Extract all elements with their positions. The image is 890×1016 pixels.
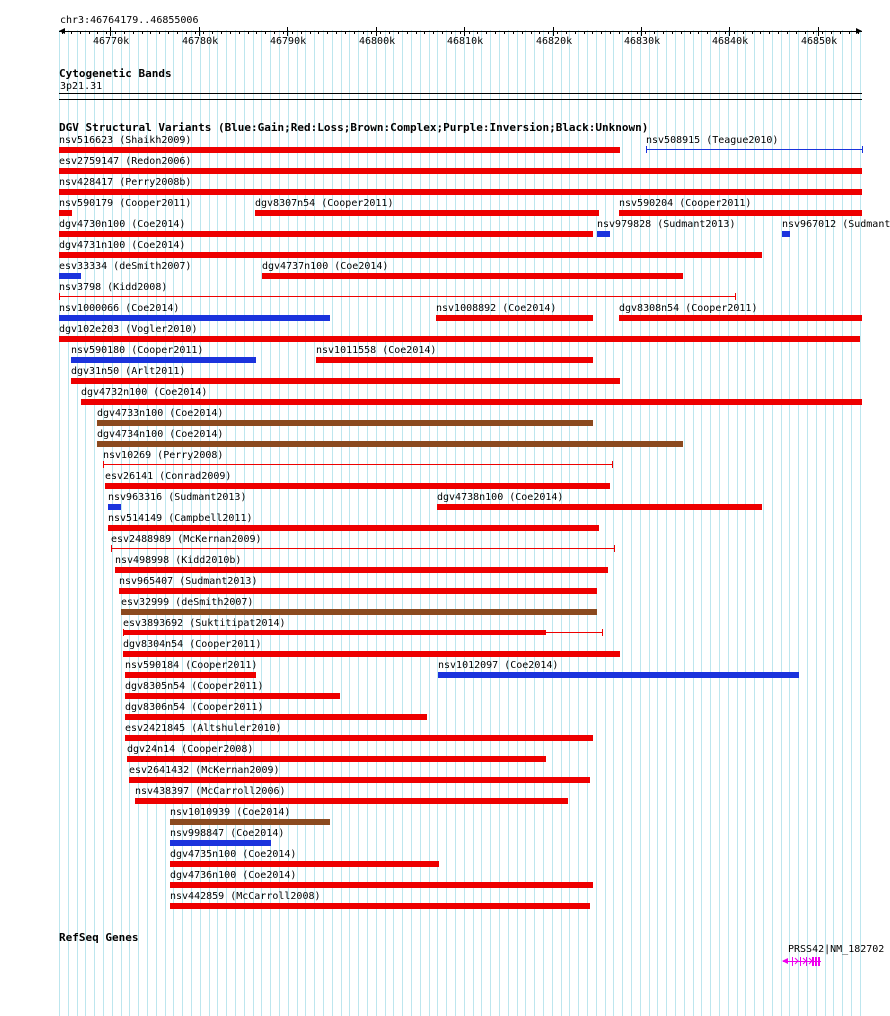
variant-label[interactable]: dgv4736n100 (Coe2014) xyxy=(170,870,297,881)
variant-span-line[interactable] xyxy=(59,296,735,297)
variant-bar[interactable] xyxy=(125,714,427,720)
variant-label[interactable]: nsv998847 (Coe2014) xyxy=(170,828,285,839)
variant-bar[interactable] xyxy=(123,630,546,635)
variant-label[interactable]: nsv979828 (Sudmant2013) xyxy=(597,219,736,230)
variant-span-cap xyxy=(735,293,736,300)
ruler-tick-label: 46800k xyxy=(359,36,396,47)
variant-label[interactable]: esv26141 (Conrad2009) xyxy=(105,471,232,482)
variant-bar[interactable] xyxy=(71,378,620,384)
variant-bar[interactable] xyxy=(59,168,862,174)
chrom-range-label: chr3:46764179..46855006 xyxy=(60,15,199,26)
variant-label[interactable]: nsv438397 (McCarroll2006) xyxy=(135,786,286,797)
variant-bar[interactable] xyxy=(108,504,121,510)
variant-label[interactable]: nsv590179 (Cooper2011) xyxy=(59,198,192,209)
ruler-tick-label: 46770k xyxy=(93,36,130,47)
variant-label[interactable]: dgv8307n54 (Cooper2011) xyxy=(255,198,394,209)
ruler-tick-label: 46820k xyxy=(536,36,573,47)
variant-span-line[interactable] xyxy=(103,464,612,465)
variant-span-cap xyxy=(612,461,613,468)
variant-label[interactable]: nsv1012097 (Coe2014) xyxy=(438,660,559,671)
variant-label[interactable]: nsv1011558 (Coe2014) xyxy=(316,345,437,356)
variant-label[interactable]: dgv102e203 (Vogler2010) xyxy=(59,324,198,335)
variant-span-cap xyxy=(59,293,60,300)
variant-label[interactable]: nsv1010939 (Coe2014) xyxy=(170,807,291,818)
variant-bar[interactable] xyxy=(123,651,620,657)
variant-bar[interactable] xyxy=(97,420,593,426)
ruler-tick-label: 46780k xyxy=(182,36,219,47)
variant-label[interactable]: esv2759147 (Redon2006) xyxy=(59,156,192,167)
variant-bar[interactable] xyxy=(59,336,860,342)
variant-bar[interactable] xyxy=(59,273,81,279)
variant-label[interactable]: dgv8304n54 (Cooper2011) xyxy=(123,639,262,650)
variant-label[interactable]: dgv4731n100 (Coe2014) xyxy=(59,240,186,251)
variant-bar[interactable] xyxy=(170,903,590,909)
variant-bar[interactable] xyxy=(97,441,683,447)
gene-label[interactable]: PRSS42|NM_182702 xyxy=(788,944,885,955)
variant-label[interactable]: nsv590180 (Cooper2011) xyxy=(71,345,204,356)
variant-bar[interactable] xyxy=(170,882,593,888)
variant-bar[interactable] xyxy=(81,399,862,405)
variant-label[interactable]: dgv4730n100 (Coe2014) xyxy=(59,219,186,230)
ruler-tick-label: 46830k xyxy=(624,36,661,47)
variant-span-cap xyxy=(103,461,104,468)
variant-bar[interactable] xyxy=(115,567,608,573)
variant-bar[interactable] xyxy=(59,231,593,237)
variant-bar[interactable] xyxy=(135,798,568,804)
variant-span-cap xyxy=(111,545,112,552)
variant-bar[interactable] xyxy=(108,525,599,531)
variant-bar[interactable] xyxy=(316,357,593,363)
variant-label[interactable]: nsv590204 (Cooper2011) xyxy=(619,198,752,209)
variant-bar[interactable] xyxy=(129,777,590,783)
variant-label[interactable]: nsv590184 (Cooper2011) xyxy=(125,660,258,671)
variant-label[interactable]: nsv965407 (Sudmant2013) xyxy=(119,576,258,587)
variant-span-cap xyxy=(602,629,603,636)
cytoband-label[interactable]: 3p21.31 xyxy=(60,81,103,92)
variant-label[interactable]: dgv4737n100 (Coe2014) xyxy=(262,261,389,272)
variant-bar[interactable] xyxy=(59,210,72,216)
variant-label[interactable]: dgv4733n100 (Coe2014) xyxy=(97,408,224,419)
variant-label[interactable]: esv33334 (deSmith2007) xyxy=(59,261,192,272)
variant-bar[interactable] xyxy=(125,693,340,699)
variant-label[interactable]: nsv508915 (Teague2010) xyxy=(646,135,779,146)
ruler-tick-label: 46850k xyxy=(801,36,838,47)
variant-bar[interactable] xyxy=(619,210,862,216)
variant-bar[interactable] xyxy=(59,147,620,153)
variant-label[interactable]: nsv516623 (Shaikh2009) xyxy=(59,135,192,146)
ruler-tick-label: 46790k xyxy=(270,36,307,47)
variant-label[interactable]: esv2641432 (McKernan2009) xyxy=(129,765,280,776)
variant-bar[interactable] xyxy=(437,504,762,510)
variant-bar[interactable] xyxy=(170,819,330,825)
variant-bar[interactable] xyxy=(170,840,271,846)
variant-label[interactable]: nsv963316 (Sudmant2013) xyxy=(108,492,247,503)
variant-label[interactable]: dgv4738n100 (Coe2014) xyxy=(437,492,564,503)
variant-bar[interactable] xyxy=(255,210,599,216)
variant-bar[interactable] xyxy=(262,273,683,279)
variant-label[interactable]: dgv8305n54 (Cooper2011) xyxy=(125,681,264,692)
variant-label[interactable]: dgv4732n100 (Coe2014) xyxy=(81,387,208,398)
variant-label[interactable]: esv2488989 (McKernan2009) xyxy=(111,534,262,545)
variant-span-cap xyxy=(862,146,863,153)
variant-bar[interactable] xyxy=(127,756,546,762)
variant-label[interactable]: nsv1008892 (Coe2014) xyxy=(436,303,557,314)
variant-label[interactable]: nsv3798 (Kidd2008) xyxy=(59,282,168,293)
variant-label[interactable]: nsv442859 (McCarroll2008) xyxy=(170,891,321,902)
variant-bar[interactable] xyxy=(619,315,862,321)
variant-span-cap xyxy=(646,146,647,153)
variant-bar[interactable] xyxy=(125,735,593,741)
variant-label[interactable]: nsv967012 (Sudmant xyxy=(782,219,890,230)
refseq-track-title: RefSeq Genes xyxy=(59,931,139,944)
variant-label[interactable]: dgv8306n54 (Cooper2011) xyxy=(125,702,264,713)
variant-bar[interactable] xyxy=(71,357,256,363)
ruler-tick-label: 46840k xyxy=(712,36,749,47)
variant-label[interactable]: dgv31n50 (Arlt2011) xyxy=(71,366,186,377)
dgv-track-title: DGV Structural Variants (Blue:Gain;Red:Loss;Brown:Complex;Purple:Inversion;Black:Unknown) xyxy=(59,121,649,134)
variant-bar[interactable] xyxy=(438,672,799,678)
variant-label[interactable]: esv32999 (deSmith2007) xyxy=(121,597,254,608)
variant-label[interactable]: dgv8308n54 (Cooper2011) xyxy=(619,303,758,314)
variant-label[interactable]: nsv428417 (Perry2008b) xyxy=(59,177,192,188)
variant-bar[interactable] xyxy=(105,483,610,489)
variant-label[interactable]: nsv10269 (Perry2008) xyxy=(103,450,224,461)
cytoband-track-title: Cytogenetic Bands xyxy=(59,67,172,80)
variant-bar[interactable] xyxy=(119,588,597,594)
variant-label[interactable]: dgv24n14 (Cooper2008) xyxy=(127,744,254,755)
variant-bar[interactable] xyxy=(170,861,439,867)
variant-bar[interactable] xyxy=(59,315,330,321)
variant-span-line[interactable] xyxy=(111,548,614,549)
variant-label[interactable]: nsv1000066 (Coe2014) xyxy=(59,303,180,314)
variant-label[interactable]: nsv514149 (Campbell2011) xyxy=(108,513,253,524)
variant-bar[interactable] xyxy=(59,252,762,258)
variant-label[interactable]: nsv498998 (Kidd2010b) xyxy=(115,555,242,566)
variant-bar[interactable] xyxy=(121,609,597,615)
variant-bar[interactable] xyxy=(436,315,593,321)
variant-span-cap xyxy=(614,545,615,552)
variant-bar[interactable] xyxy=(59,189,862,195)
ruler-tick-label: 46810k xyxy=(447,36,484,47)
variant-bar[interactable] xyxy=(597,231,610,237)
variant-bar[interactable] xyxy=(782,231,790,237)
variant-label[interactable]: esv3893692 (Suktitipat2014) xyxy=(123,618,286,629)
variant-span-line[interactable] xyxy=(646,149,862,150)
variant-label[interactable]: esv2421845 (Altshuler2010) xyxy=(125,723,282,734)
variant-label[interactable]: dgv4735n100 (Coe2014) xyxy=(170,849,297,860)
variant-bar[interactable] xyxy=(125,672,256,678)
variant-label[interactable]: dgv4734n100 (Coe2014) xyxy=(97,429,224,440)
